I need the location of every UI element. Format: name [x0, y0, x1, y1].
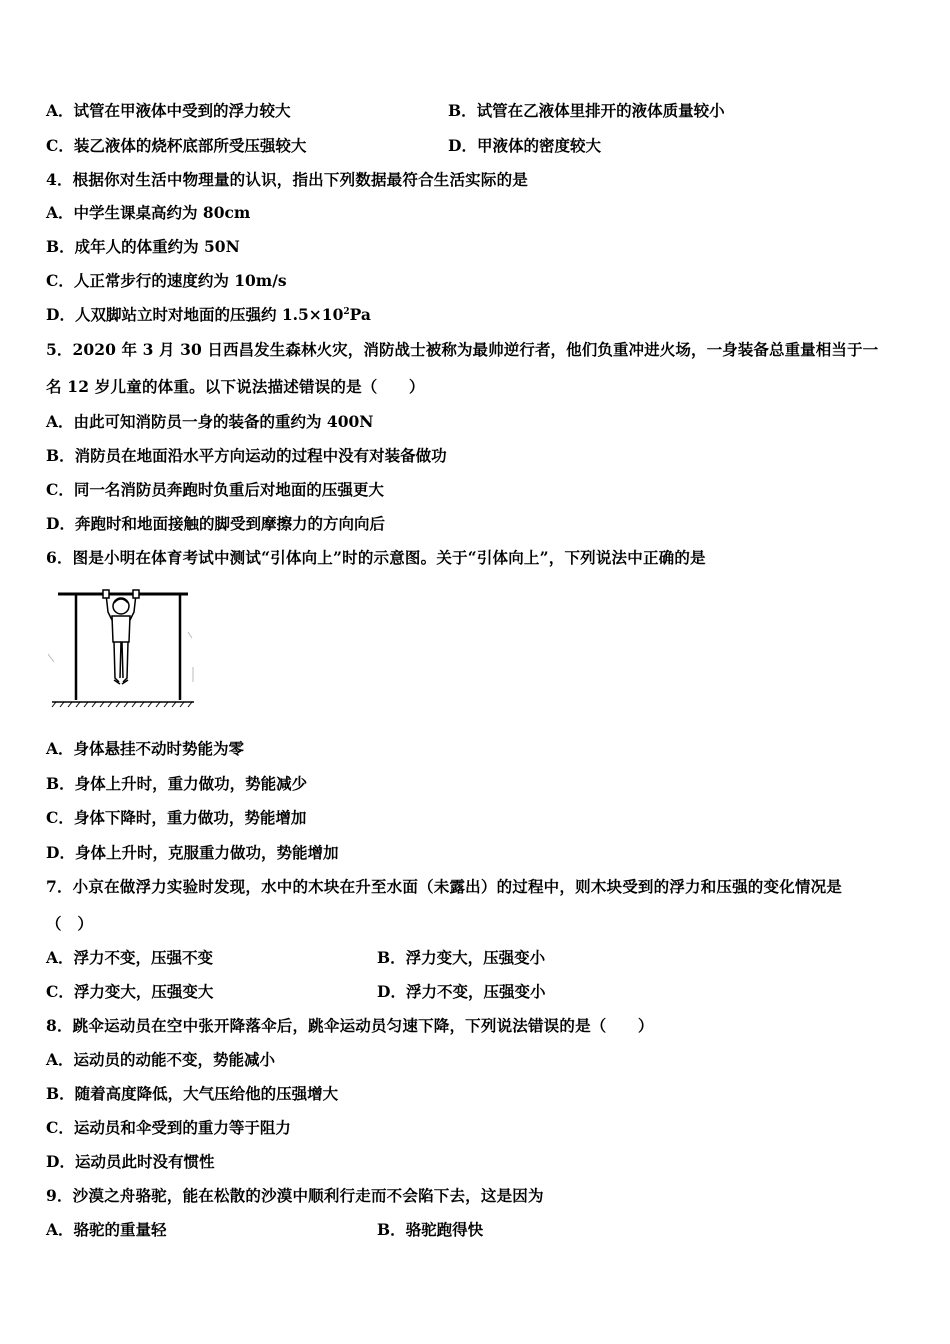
q8-stem: 8．跳伞运动员在空中张开降落伞后，跳伞运动员匀速下降，下列说法错误的是（ ） — [46, 1016, 654, 1035]
q8-option-d: D．运动员此时没有惯性 — [46, 1152, 215, 1171]
q5-option-a: A．由此可知消防员一身的装备的重约为 400N — [46, 412, 374, 431]
q7-option-c: C．浮力变大，压强变大 — [46, 982, 214, 1001]
q4-option-b: B．成年人的体重约为 50N — [46, 237, 240, 256]
q6-option-d: D．身体上升时，克服重力做功，势能增加 — [46, 843, 339, 862]
q8-option-c: C．运动员和伞受到的重力等于阻力 — [46, 1118, 291, 1137]
q9-option-b: B．骆驼跑得快 — [377, 1220, 484, 1239]
q4-option-c: C．人正常步行的速度约为 10m/s — [46, 271, 287, 290]
q7-stem-line2: （ ） — [46, 914, 94, 933]
q6-stem: 6．图是小明在体育考试中测试“引体向上”时的示意图。关于“引体向上”，下列说法中正确的是 — [46, 548, 706, 567]
ground-hatching — [52, 702, 194, 707]
q6-option-c: C．身体下降时，重力做功，势能增加 — [46, 808, 307, 827]
q3-option-d: D．甲液体的密度较大 — [448, 136, 601, 155]
q9-stem: 9．沙漠之舟骆驼，能在松散的沙漠中顺利行走而不会陷下去，这是因为 — [46, 1186, 544, 1205]
q7-option-d: D．浮力不变，压强变小 — [377, 982, 546, 1001]
person-figure — [103, 590, 139, 684]
q9-option-a: A．骆驼的重量轻 — [46, 1220, 167, 1239]
q5-option-c: C．同一名消防员奔跑时负重后对地面的压强更大 — [46, 480, 384, 499]
q3-option-a: A．试管在甲液体中受到的浮力较大 — [46, 101, 291, 120]
q4-option-a: A．中学生课桌高约为 80cm — [46, 203, 251, 222]
q7-option-b: B．浮力变大，压强变小 — [377, 948, 546, 967]
pull-up-diagram — [48, 582, 198, 717]
q8-option-a: A．运动员的动能不变，势能减小 — [46, 1050, 276, 1069]
q7-option-a: A．浮力不变，压强不变 — [46, 948, 214, 967]
q5-option-d: D．奔跑时和地面接触的脚受到摩擦力的方向向后 — [46, 514, 385, 533]
q4-stem: 4．根据你对生活中物理量的认识，指出下列数据最符合生活实际的是 — [46, 170, 528, 189]
q3-option-c: C．装乙液体的烧杯底部所受压强较大 — [46, 136, 307, 155]
q7-stem-line1: 7．小京在做浮力实验时发现，水中的木块在升至水面（未露出）的过程中，则木块受到的浮力和压强的变化情况是 — [46, 877, 842, 896]
q5-stem-line2: 名 12 岁儿童的体重。以下说法描述错误的是（ ） — [46, 377, 425, 396]
q4-option-d-prefix: D．人双脚站立时对地面的压强约 1.5×10 — [46, 305, 344, 324]
q4-option-d-exponent: 2 — [343, 306, 350, 317]
q6-option-b: B．身体上升时，重力做功，势能减少 — [46, 774, 308, 793]
q5-stem-line1: 5．2020 年 3 月 30 日西昌发生森林火灾，消防战士被称为最帅逆行者，他们负重冲进火场，一身装备总重量相当于一 — [46, 340, 879, 359]
q4-option-d-suffix: Pa — [349, 305, 371, 324]
q5-option-b: B．消防员在地面沿水平方向运动的过程中没有对装备做功 — [46, 446, 447, 465]
q6-option-a: A．身体悬挂不动时势能为零 — [46, 739, 245, 758]
q8-option-b: B．随着高度降低，大气压给他的压强增大 — [46, 1084, 339, 1103]
q4-option-d — [46, 305, 371, 325]
q3-option-b: B．试管在乙液体里排开的液体质量较小 — [448, 101, 725, 120]
